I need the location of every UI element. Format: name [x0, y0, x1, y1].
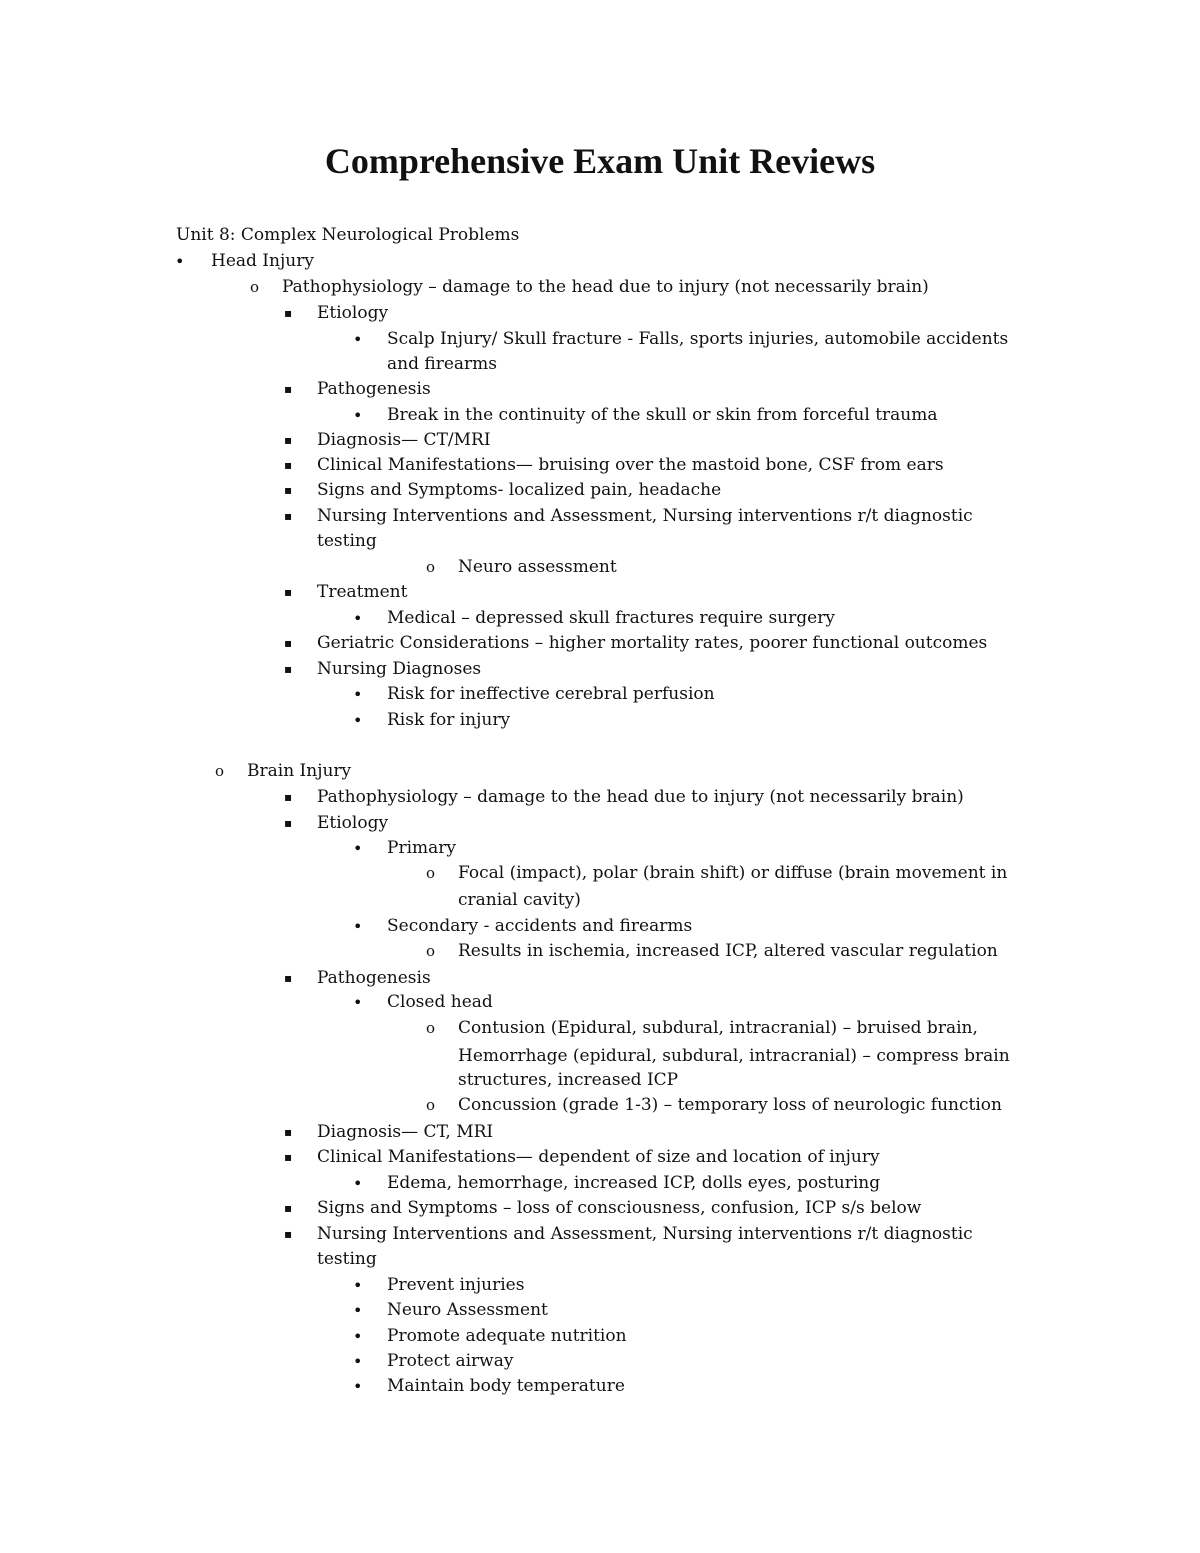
circle-marker: o [426, 942, 436, 960]
head-injury-nursing-diagnoses: Nursing Diagnoses [317, 659, 482, 679]
square-marker: ▪ [284, 509, 293, 523]
head-injury-pathogenesis: Pathogenesis [317, 379, 431, 399]
head-injury-clinical: Clinical Manifestations— bruising over the mastoid bone, CSF from ears [317, 455, 944, 475]
bullet-marker: • [353, 1352, 363, 1371]
square-marker: ▪ [284, 382, 293, 396]
document-title: Comprehensive Exam Unit Reviews [324, 141, 876, 181]
bullet-marker: • [353, 993, 363, 1012]
circle-marker: o [426, 864, 436, 882]
brain-injury-nursing-item: Promote adequate nutrition [387, 1326, 627, 1346]
brain-injury-closed-head: Closed head [387, 992, 493, 1012]
bullet-marker: • [353, 1276, 363, 1295]
bullet-marker: • [353, 1327, 363, 1346]
brain-injury-secondary-item: Results in ischemia, increased ICP, altered vascular regulation [458, 941, 998, 961]
brain-injury-clinical: Clinical Manifestations— dependent of size and location of injury [317, 1147, 880, 1167]
head-injury-diagnosis: Diagnosis— CT/MRI [317, 430, 491, 450]
bullet-marker: • [353, 711, 363, 730]
brain-injury-nursing: Nursing Interventions and Assessment, Nursing interventions r/t diagnostic [317, 1224, 973, 1244]
square-marker: ▪ [284, 585, 293, 599]
square-marker: ▪ [284, 306, 293, 320]
bullet-marker: • [353, 685, 363, 704]
square-marker: ▪ [284, 458, 293, 472]
brain-injury-nursing-item: Maintain body temperature [387, 1376, 625, 1396]
brain-injury-hemorrhage-cont: structures, increased ICP [458, 1070, 679, 1090]
brain-injury-diagnosis: Diagnosis— CT, MRI [317, 1122, 494, 1142]
brain-injury-contusion: Contusion (Epidural, subdural, intracranial) – bruised brain, [458, 1018, 978, 1038]
head-injury-label: Head Injury [211, 251, 314, 271]
bullet-marker: • [353, 1377, 363, 1396]
square-marker: ▪ [284, 1227, 293, 1241]
brain-injury-pathogenesis: Pathogenesis [317, 968, 431, 988]
square-marker: ▪ [284, 816, 293, 830]
head-injury-pathogenesis-item: Break in the continuity of the skull or skin from forceful trauma [387, 405, 938, 425]
head-injury-signs: Signs and Symptoms- localized pain, headache [317, 480, 722, 500]
brain-injury-label: Brain Injury [247, 761, 352, 781]
square-marker: ▪ [284, 1150, 293, 1164]
brain-injury-nursing-item: Prevent injuries [387, 1275, 525, 1295]
brain-injury-primary: Primary [387, 838, 456, 858]
brain-injury-etiology: Etiology [317, 813, 389, 833]
head-injury-nursing-item: Neuro assessment [458, 557, 617, 577]
head-injury-geriatric: Geriatric Considerations – higher mortality rates, poorer functional outcomes [317, 633, 988, 653]
circle-marker: o [426, 1096, 436, 1114]
square-marker: ▪ [284, 433, 293, 447]
bullet-marker: • [353, 839, 363, 858]
bullet-marker: • [353, 1174, 363, 1193]
head-injury-etiology: Etiology [317, 303, 389, 323]
head-injury-treatment-item: Medical – depressed skull fractures require surgery [387, 608, 835, 628]
bullet-marker: • [353, 609, 363, 628]
circle-marker: o [426, 558, 436, 576]
brain-injury-clinical-item: Edema, hemorrhage, increased ICP, dolls eyes, posturing [387, 1173, 881, 1193]
head-injury-pathophysiology: Pathophysiology – damage to the head due to injury (not necessarily brain) [282, 277, 929, 297]
brain-injury-signs: Signs and Symptoms – loss of consciousness, confusion, ICP s/s below [317, 1198, 922, 1218]
brain-injury-secondary: Secondary - accidents and firearms [387, 916, 693, 936]
bullet-marker: • [353, 330, 363, 349]
square-marker: ▪ [284, 790, 293, 804]
brain-injury-primary-item-cont: cranial cavity) [458, 890, 581, 910]
brain-injury-pathophysiology: Pathophysiology – damage to the head due to injury (not necessarily brain) [317, 787, 964, 807]
circle-marker: o [250, 278, 260, 296]
brain-injury-nursing-cont: testing [317, 1249, 377, 1269]
head-injury-nd-item: Risk for ineffective cerebral perfusion [387, 684, 715, 704]
bullet-marker: • [353, 917, 363, 936]
square-marker: ▪ [284, 971, 293, 985]
head-injury-etiology-item: Scalp Injury/ Skull fracture - Falls, sports injuries, automobile accidents [387, 329, 1009, 349]
head-injury-treatment: Treatment [317, 582, 408, 602]
brain-injury-nursing-item: Neuro Assessment [387, 1300, 548, 1320]
head-injury-nursing: Nursing Interventions and Assessment, Nursing interventions r/t diagnostic [317, 506, 973, 526]
head-injury-etiology-item-cont: and firearms [387, 354, 498, 374]
head-injury-nd-item: Risk for injury [387, 710, 511, 730]
square-marker: ▪ [284, 1125, 293, 1139]
brain-injury-concussion: Concussion (grade 1-3) – temporary loss of neurologic function [458, 1095, 1002, 1115]
brain-injury-primary-item: Focal (impact), polar (brain shift) or diffuse (brain movement in [458, 863, 1008, 883]
bullet-marker: • [353, 406, 363, 425]
square-marker: ▪ [284, 662, 293, 676]
unit-heading: Unit 8: Complex Neurological Problems [176, 225, 520, 245]
brain-injury-hemorrhage: Hemorrhage (epidural, subdural, intracranial) – compress brain [458, 1046, 1010, 1066]
brain-injury-nursing-item: Protect airway [387, 1351, 514, 1371]
square-marker: ▪ [284, 1201, 293, 1215]
circle-marker: o [215, 762, 225, 780]
bullet-marker: • [175, 252, 185, 271]
square-marker: ▪ [284, 636, 293, 650]
circle-marker: o [426, 1019, 436, 1037]
head-injury-nursing-cont: testing [317, 531, 377, 551]
square-marker: ▪ [284, 483, 293, 497]
bullet-marker: • [353, 1301, 363, 1320]
